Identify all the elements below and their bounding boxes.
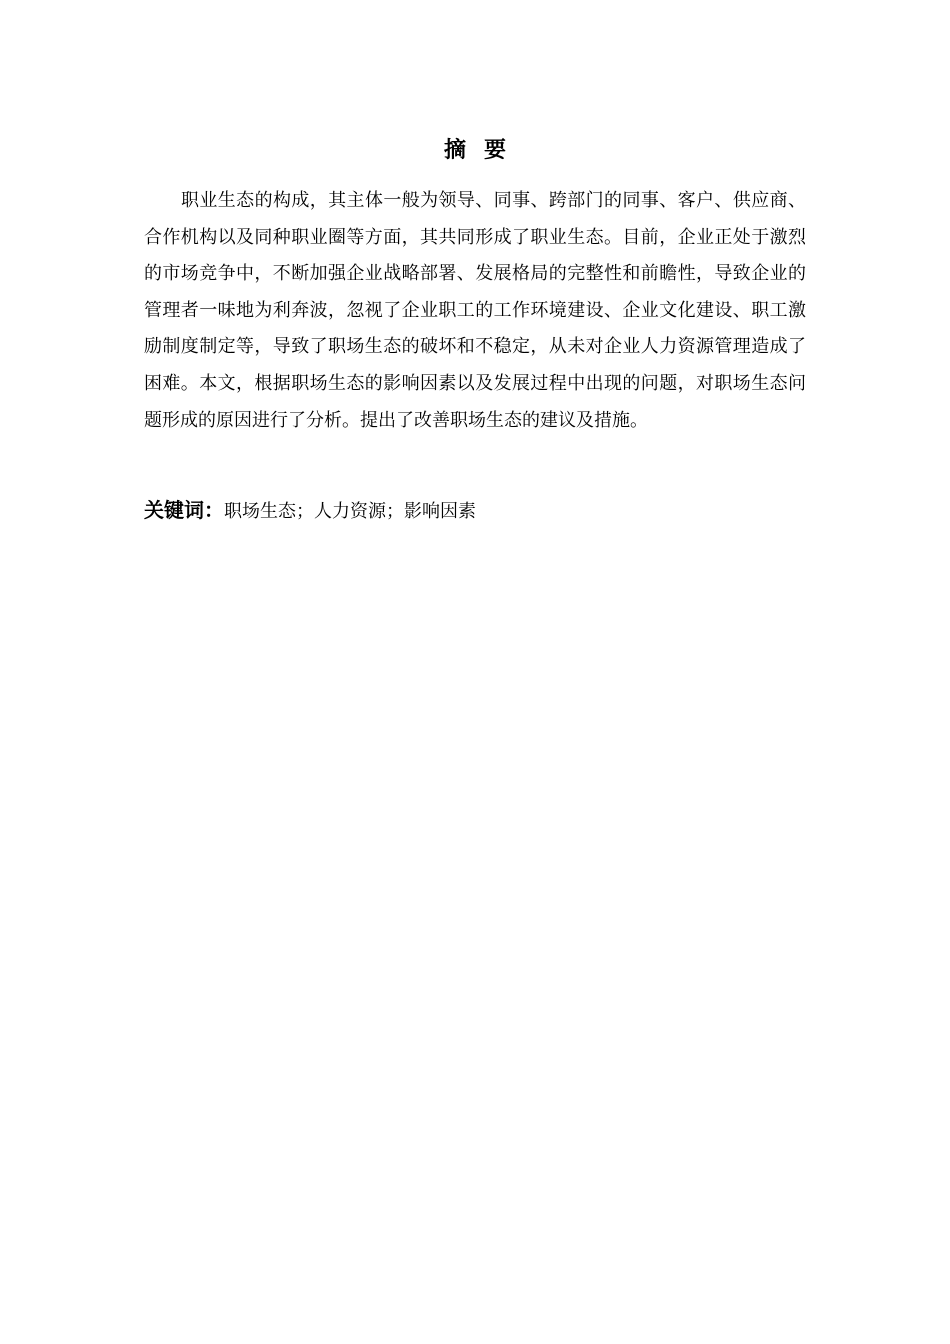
- abstract-title: 摘要: [443, 137, 524, 163]
- keywords-label: 关键词：: [144, 498, 224, 522]
- keywords-value: 职场生态；人力资源；影响因素: [224, 501, 476, 522]
- abstract-body: 职业生态的构成，其主体一般为领导、同事、跨部门的同事、客户、供应商、合作机构以及同种职业圈等方面，其共同形成了职业生态。目前，企业正处于激烈的市场竞争中，不断加强企业战略部署、发展格局的完整性和前瞻性，导致企业的管理者一味地为利奔波，忽视了企业职工的工作环境建设、企业文化建设、职工激励制度制定等，导致了职场生态的破坏和不稳定，从未对企业人力资源管理造成了困难。本文，根据职场生态的影响因素以及发展过程中出现的问题，对职场生态问题形成的原因进行了分析。提出了改善职场生态的建议及措施。: [144, 190, 806, 431]
- keywords-line: [144, 494, 806, 528]
